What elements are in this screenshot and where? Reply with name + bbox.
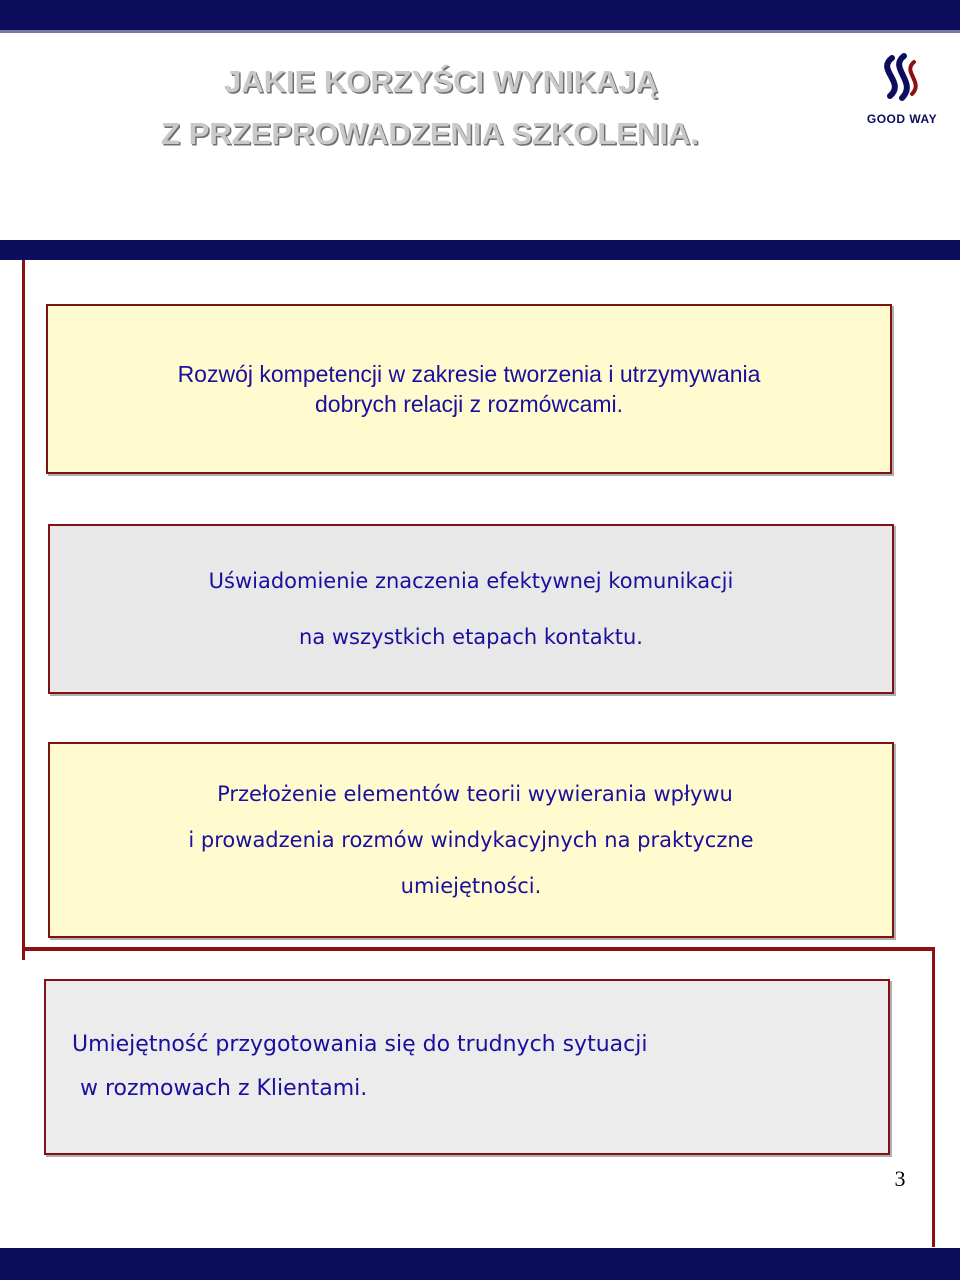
left-accent-line	[22, 260, 25, 960]
benefit-3-line-3: umiejętności.	[400, 874, 542, 898]
benefit-box-2	[48, 524, 894, 694]
benefit-box-4	[44, 979, 890, 1155]
benefit-1-line-1: Rozwój kompetencji w zakresie tworzenia i utrzymywania	[177, 361, 761, 387]
right-accent-line	[932, 947, 935, 1247]
title-line-1: JAKIE KORZYŚCI WYNIKAJĄ	[223, 64, 659, 99]
benefit-3-line-2: i prowadzenia rozmów windykacyjnych na praktyczne	[188, 828, 754, 852]
benefit-1-line-2: dobrych relacji z rozmówcami.	[314, 391, 624, 417]
benefit-2-line-1: Uświadomienie znaczenia efektywnej komunikacji	[208, 569, 734, 593]
benefit-4-line-2: w rozmowach z Klientami.	[80, 1076, 368, 1101]
page-number: 3	[894, 1166, 906, 1191]
benefit-4-line-1: Umiejętność przygotowania się do trudnych sytuacji	[72, 1032, 648, 1057]
divider-bar	[0, 240, 960, 260]
top-bar	[0, 0, 960, 33]
bottom-bar	[0, 1248, 960, 1280]
page-title	[0, 56, 860, 160]
benefit-3-line-1: Przełożenie elementów teorii wywierania wpływu	[217, 782, 733, 806]
benefit-2-line-2: na wszystkich etapach kontaktu.	[299, 625, 643, 649]
title-line-2: Z PRZEPROWADZENIA SZKOLENIA.	[161, 116, 699, 151]
benefit-box-3	[48, 742, 894, 938]
logo-text: GOOD WAY	[866, 112, 938, 126]
benefit-box-1	[46, 304, 892, 474]
horizontal-accent-line	[22, 947, 934, 951]
